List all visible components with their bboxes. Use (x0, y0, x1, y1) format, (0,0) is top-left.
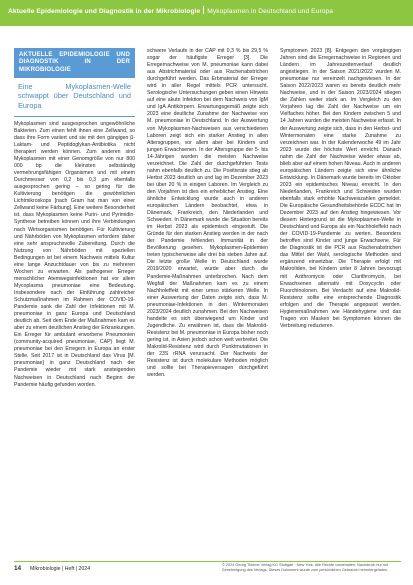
journal-reference: Mikrobiologie | Heft | 2024 (30, 566, 91, 572)
header-separator (203, 6, 204, 14)
page-number: 14 (14, 565, 22, 572)
column-2-text: schwere Verlaufe in der CAP mit 0,3 % bis 29,5 % sogar der häufigste Erreger [3]. Die Erregernachweise von M. pneumoniae kann dabei aus Abstrichmaterial oder aus Rachenabstrichen durchgeführt werden. Das Erbmaterial der Erreger wird in aller Regel mittels PCR untersucht. Serologische Untersuchungen geben einen Hinweis auf eine akute Infektion bei dem Nachweis von IgM und IgA Antikörpern. Erwartungsgemäß zeigte sich 2023 eine deutliche Zunahme der Nachweise von M. pneumoniae in Deutschland. In der Auswertung von Mykoplasmen-Nachweisen aus verschiedenen Laboren zeigt sich ein starker Anstieg in allen Altersgruppen, vor allem aber bei Kindern und jungen Erwachsenen. In der Altersgruppe der 5- bis 14-Jährigen wurden die meisten Nachweise verzeichnet. Die Zahl der durchgeführten Tests nahm ebenfalls deutlich zu. Die Positivrate stieg ab Herbst 2023 deutlich an und lag im Dezember 2023 bei über 20 % in einigen Laboren. Im Vergleich zu den Vorjahren ist dies ein erheblicher Anstieg. Eine ähnliche Entwicklung wurde auch in anderen europäischen Ländern beobachtet, etwa in Dänemark, Frankreich, den Niederlanden und Schweden. In Dänemark wurde die Situation bereits im Herbst 2023 als epidemisch eingestuft. Die Gründe für den starken Anstieg werden in der nach der Pandemie fehlenden Immunität in der Bevölkerung gesehen. Mykoplasmen-Epidemien treten typischerweise alle drei bis sieben Jahre auf. Die letzte große Welle in Deutschland wurde 2019/2020 erwartet, wurde aber durch die Pandemie-Maßnahmen unterbrochen. Nach dem Wegfall der Maßnahmen kam es zu einem Nachholeffekt mit einer umso stärkeren Welle. In einer Auswertung der Daten zeigte sich, dass M. pneumoniae-Infektionen in den Wintermonaten 2023/2024 deutlich zunahmen. Bei den Nachweisen handelte es sich überwiegend um Kinder und Jugendliche. Zu erwähnen ist, dass die Makrolid-Resistenz bei M. pneumoniae in Europa bisher noch gering ist, in Asien jedoch schon weit verbreitet. Die Makrolid-Resistenz wird durch Punktmutationen in der 23S rRNA verursacht. Der Nachweis der Resistenz ist durch molekulare Methoden möglich und sollte bei Therapieversagen durchgeführt werden. (147, 48, 268, 379)
article-column-1 (14, 48, 135, 504)
column-3-text: Symptomen 2023 [8]. Entgegen den vorgängigen Jahren sind die Erregernachweise in Regionen und Ländern im Jahreszeitenverlauf deutlich angestiegen. In der Saison 2021/2022 wurden M. pneumoniae nur vereinzelt nachgewiesen. In der Saison 2022/2023 waren es bereits deutlich mehr Nachweise, und in der Saison 2023/2024 stiegen die Zahlen weiter stark an. Im Vergleich zu den Vorjahren lag die Zahl der Nachweise um ein Vielfaches höher. Bei den Kindern zwischen 5 und 14 Jahren wurden die meisten Nachweise erfasst. In der Auswertung zeigte sich, dass in den Herbst- und Wintermonaten eine starke Zunahme zu verzeichnen war. In der Kalenderwoche 49 im Jahr 2023 wurde der höchste Wert erreicht. Danach nahm die Zahl der Nachweise wieder etwas ab, blieb aber auf einem hohen Niveau. Auch in anderen europäischen Ländern zeigte sich eine ähnliche Entwicklung. In Dänemark wurde bereits im Oktober 2023 ein epidemisches Niveau erreicht. In den Niederlanden, Frankreich und Schweden wurden ebenfalls stark erhöhte Nachweiszahlen gemeldet. Die Europäische Gesundheitsbehörde ECDC hat im Dezember 2023 auf den Anstieg hingewiesen. Vor diesem Hintergrund ist die Mykoplasmen-Welle in Deutschland und Europa als ein Nachholeffekt nach der COVID-19-Pandemie zu werten. Besonders betroffen sind Kinder und junge Erwachsene. Für die Diagnostik ist die PCR aus Rachenabstrichen das Mittel der Wahl, serologische Methoden sind ergänzend einsetzbar. Die Therapie erfolgt mit Makroliden, bei Kindern unter 8 Jahren bevorzugt mit Azithromycin oder Clarithromycin, bei Erwachsenen alternativ mit Doxycyclin oder Fluorchinolonen. Bei Verdacht auf eine Makrolid-Resistenz sollte eine entsprechende Diagnostik erfolgen und die Therapie angepasst werden. Hygienemaßnahmen wie Händehygiene und das Tragen von Masken bei Symptomen können die Verbreitung reduzieren. (280, 48, 401, 329)
page-header-bar (0, 0, 413, 26)
header-text (8, 6, 333, 15)
article-column-2 (147, 48, 268, 563)
header-topic: Mykoplasmen in Deutschland und Europa (207, 8, 334, 15)
column-1-text: Mykoplasmen sind ausgesprochen ungewöhnliche Bakterien. Zum einen fehlt ihnen eine Zellwand, so dass ihre Form variiert und sie mit den gängigen β-Laktam- und Peptidoglykan-Antibiotika nicht therapiert werden können. Zum anderen sind Mykoplasmen mit einer Genomgröße von nur 800 000 bp die kleinsten selbständig vermehrungsfähigen Organismen und mit einem Durchmesser von 0,2 bis 0,3 µm ebenfalls ausgesprochen gering – so gering für die Kultivierung benötigen die gewöhnlichen Lichtmikroskops [nach Gram hat man von einer Zellwand keine Färbung]. Eine weitere Besonderheit ist, dass Mykoplasmen keine Purin- und Pyrimidin-Synthese betreiben können und ihre Verbindungen nach Wirtsorganismen benötigen. Für Kultivierung und Nährböden von Mykoplasmen erfordern daher eine sehr anspruchsvolle Zubereitung. Durch die Nutzung von Nährböden mit speziellen Bedingungen ist bei einem Nachweis mittels Kultur eine lange Anzuchtdauer von bis zu mehreren Wochen zu erwarten. Als pathogener Erreger menschlicher Atemwegsinfektionen hat vor allem Mycoplasma pneumoniae eine Bedeutung. Insbesondere nach der Einführung zahlreicher Schutzmaßnahmen im Rahmen der COVID-19-Pandemie sank die Zahl der Infektionen mit M. pneumoniae in ganz Europa und Deutschland deutlich ab. Seit dem Ende der Maßnahmen kam es aber zu einem deutlichen Anstieg der Erkrankungen. Ein Erreger für ambulant erworbene Pneumonien (community-acquired pneumoniae, CAP) liegt M. pneumoniae bei den Erregern in Europa an erster Stelle. Seit 2017 ist in Deutschland das Virus [M. pneumoniae] in ganz Deutschland nach der Pandemie wieder mit stark ansteigenden Nachweisen in Deutschland nach Beginn der Pandemie häufig gefunden worden. (14, 120, 135, 388)
sidebar-box-subtitle: Eine Mykoplasmen-Welle schwappt über Deutschland und Europa (14, 78, 135, 117)
sidebar-box-title: AKTUELLE EPIDEMIOLOGIE UND DIAGNOSTIK IN DER MIKROBIOLOGIE (14, 48, 135, 78)
footer-divider (14, 561, 401, 562)
header-rubric: Aktuelle Epidemiologie und Diagnostik in der Mikrobiologie (8, 8, 201, 15)
copyright-notice: © 2024 Georg Thieme Verlag KG Stuttgart · New York. Alle Rechte vorbehalten. Nachdruck nur mit Genehmigung des Verlags. Dieses Dokument wurde zum persönlichen Gebrauch heruntergeladen. (221, 563, 389, 572)
article-column-3 (280, 48, 401, 563)
